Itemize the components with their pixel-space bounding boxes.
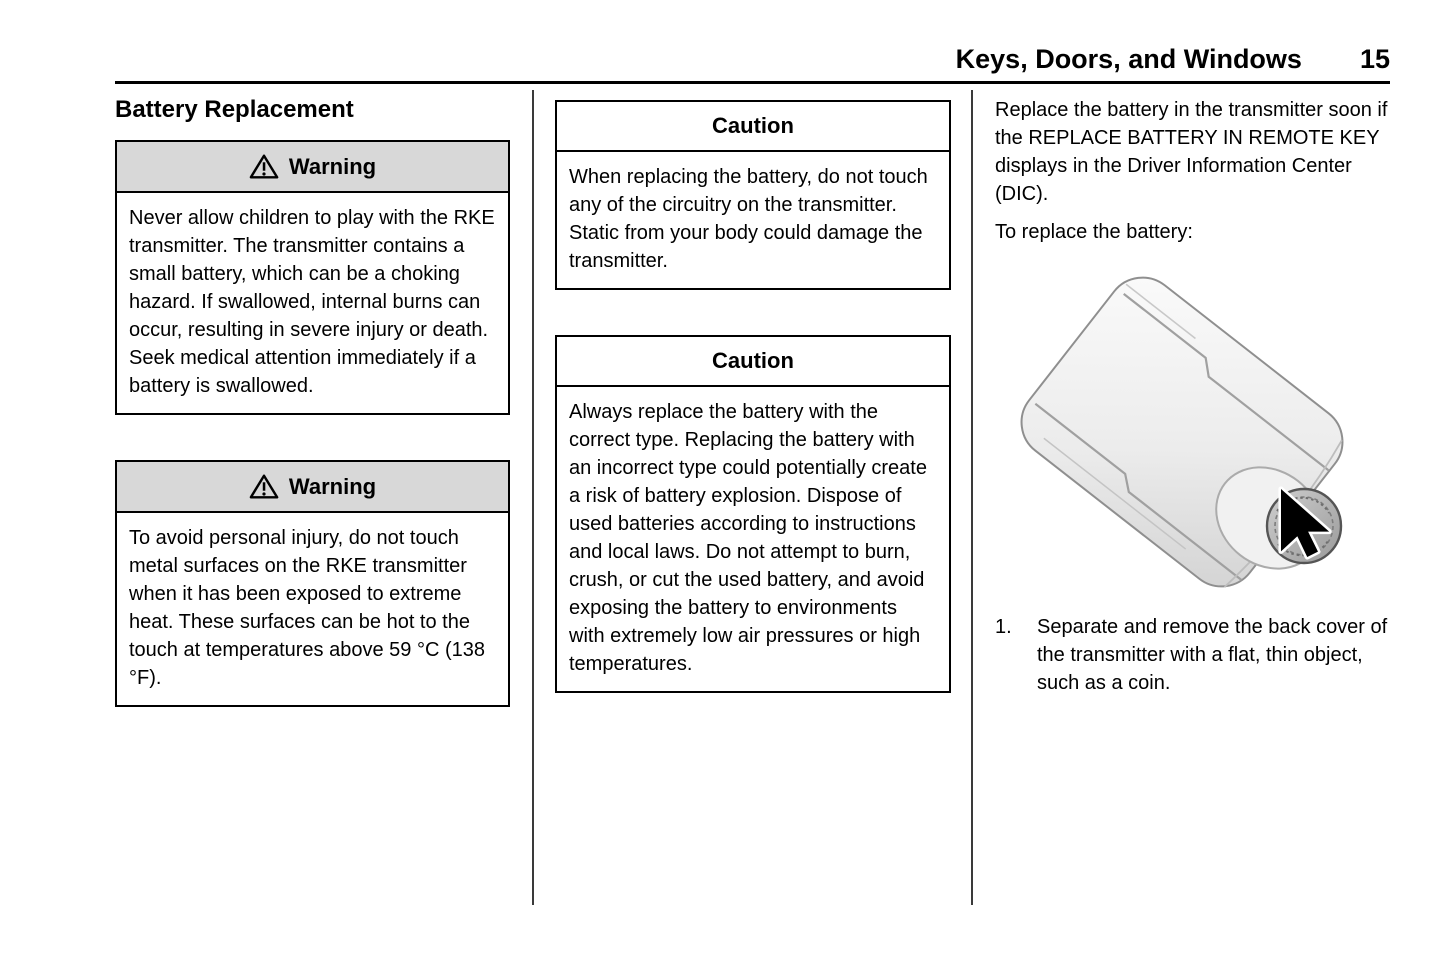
replace-battery-intro: To replace the battery: bbox=[995, 221, 1193, 243]
step-1-text: Separate and remove the back cover of the transmitter with a flat, thin object, such as a coin. bbox=[1037, 616, 1388, 694]
caution-box-2 bbox=[555, 335, 951, 693]
warning-box-1-body: Never allow children to play with the RKE transmitter. The transmitter contains a small battery, which can be a choking hazard. If swallowed, internal burns can occur, resulting in severe injury or death. Seek medical attention immediately if a battery is swallowed. bbox=[129, 207, 495, 397]
battery-replace-paragraph: Replace the battery in the transmitter soon if the REPLACE BATTERY IN REMOTE KEY displays in the Driver Information Center (DIC). bbox=[995, 99, 1388, 205]
caution-box-1-header bbox=[557, 102, 949, 152]
warning-box-2-body: To avoid personal injury, do not touch metal surfaces on the RKE transmitter when it has been exposed to extreme heat. These surfaces can be hot to the touch at temperatures above 59 °C (138 °F). bbox=[129, 527, 485, 689]
middle-column bbox=[555, 100, 951, 693]
caution-box-1 bbox=[555, 100, 951, 290]
caution-box-2-header bbox=[557, 337, 949, 387]
warning-triangle-icon bbox=[249, 473, 279, 500]
warning-box-1 bbox=[115, 140, 510, 415]
page-header bbox=[115, 44, 1390, 75]
warning-triangle-icon bbox=[249, 153, 279, 180]
page-header-title: Keys, Doors, and Windows bbox=[955, 44, 1302, 74]
left-column bbox=[115, 96, 510, 707]
warning-box-2 bbox=[115, 460, 510, 707]
step-1-number: 1. bbox=[995, 616, 1012, 638]
caution-box-1-title: Caution bbox=[712, 113, 794, 138]
caution-box-1-body: When replacing the battery, do not touch any of the circuitry on the transmitter. Static from your body could damage the transmitter. bbox=[569, 166, 928, 272]
column-divider-right bbox=[971, 90, 973, 905]
right-column bbox=[995, 96, 1391, 697]
caution-box-2-title: Caution bbox=[712, 348, 794, 373]
header-rule bbox=[115, 81, 1390, 84]
column-divider-left bbox=[532, 90, 534, 905]
warning-box-2-header bbox=[117, 462, 508, 513]
warning-box-2-title: Warning bbox=[288, 473, 377, 499]
page-number: 15 bbox=[1359, 44, 1390, 74]
warning-box-1-title: Warning bbox=[288, 153, 377, 179]
transmitter-figure bbox=[995, 260, 1391, 605]
key-fob-illustration bbox=[1017, 260, 1377, 605]
section-heading: Battery Replacement bbox=[115, 96, 354, 123]
caution-box-2-body: Always replace the battery with the correct type. Replacing the battery with an incorrect type could potentially create a risk of battery explosion. Dispose of used batteries according to instructions and local laws. Do not attempt to burn, crush, or cut the used battery, and avoid exposing the battery to environments with extremely low air pressures or high temperatures. bbox=[569, 401, 927, 675]
step-1 bbox=[995, 613, 1391, 697]
warning-box-1-header bbox=[117, 142, 508, 193]
